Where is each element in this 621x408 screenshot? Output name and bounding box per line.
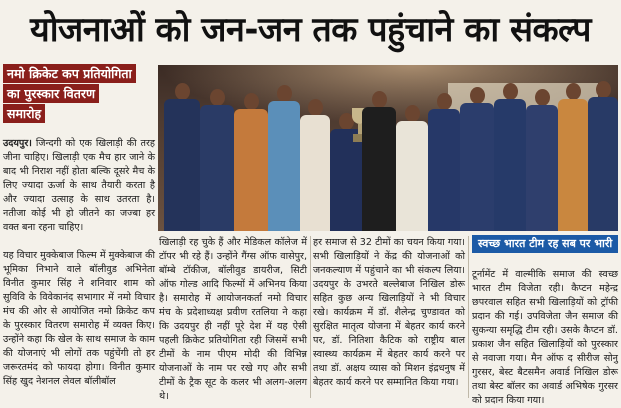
- photo-person: [588, 79, 618, 231]
- intro-text: जिन्दगी को एक खिलाड़ी की तरह जीना चाहिए। खिलाड़ी एक मैच हार जाने के बाद भी निराश नहीं होता बल्कि दूसरे मैच के लिए ज्यादा ऊर्जा के साथ तैयारी करता है और ज्यादा उत्साह के साथ उतरता है। नतीजा कोई भी हो जीतने का जज्बा हर वक्त बना रहना चाहिए।: [3, 138, 155, 233]
- column-divider: [468, 236, 469, 398]
- photo-person: [300, 97, 330, 231]
- photo-person: [396, 103, 428, 231]
- photo-person: [460, 85, 494, 231]
- article-column-1: यह विचार मुक्केबाज फिल्म में मुक्केबाज की भूमिका निभाने वाले बॉलीवुड अभिनेता विनीत कुमार सिंह ने शनिवार शाम को सुविवि के विवेकानंद सभागार में नमो विचार मंच की ओर से आयोजित नमो क्रिकेट कप के पुरस्कार वितरण समारोह में व्यक्त किए। उन्होंने कहा कि खेल के साथ समाज के काम की योजनाएं भी लोगों तक पहुंचेंगी तो हर जरूरतमंद को फायदा होगा। विनीत कुमार सिंह खुद नेशनल लेवल बॉलीबॉल: [3, 250, 155, 387]
- column-divider: [310, 236, 311, 398]
- photo-person: [200, 87, 234, 231]
- article-intro: [3, 137, 155, 235]
- photo-person: [234, 91, 268, 231]
- headline: योजनाओं को जन-जन तक पहुंचाने का संकल्प: [30, 10, 591, 50]
- photo-person: [428, 91, 460, 231]
- article-column-3: हर समाज से 32 टीमों का चयन किया गया। सभी खिलाड़ियों ने केंद्र की योजनाओं को जनकल्याण में पहुंचाने का भी संकल्प लिया। उदयपुर के उभरते बल्लेबाज निखिल डोरू सहित कुछ अन्य खिलाड़ियों ने भी विचार रखे। कार्यक्रम में डॉ. शैलेन्द्र चुण्डावत को सुरक्षित मातृत्व योजना में बेहतर कार्य करने पर, डॉ. नितिशा कैटिक को राष्ट्रीय बाल स्वास्थ्य कार्यक्रम में बेहतर कार्य करने पर तथा डॉ. अक्षय व्यास को मिशन इंद्रधनुष में बेहतर कार्य करने पर सम्मानित किया गया।: [313, 237, 465, 388]
- photo-person: [268, 83, 300, 231]
- photo-person: [362, 89, 396, 231]
- photo-person: [558, 81, 588, 231]
- article-column-2: खिलाड़ी रह चुके हैं और मेडिकल कॉलेज में टॉपर भी रहे हैं। उन्होंने गैंग्स ऑफ वासेपुर, बॉम्बे टॉकीज, बॉलीवुड डायरीज, सिटी ऑफ गोल्ड आदि फिल्मों में अभिनय किया है। समारोह में आयोजनकर्ता नमो विचार मंच के प्रदेशाध्यक्ष प्रवीण रतलिया ने कहा कि उदयपुर ही नहीं पूरे देश में यह ऐसी पहली क्रिकेट प्रतियोगिता रही जिसमें सभी टीमों के नाम पीएम मोदी की विभिन्न योजनाओं के नाम पर रखे गए और सभी टीमों के ट्रैक सूट के कलर भी अलग-अलग थे।: [159, 237, 307, 402]
- photo-person: [494, 81, 526, 231]
- event-photo: [158, 65, 618, 231]
- photo-person: [164, 81, 200, 231]
- photo-person: [526, 87, 558, 231]
- subhead: [3, 64, 153, 124]
- sidebar-box-text: टूर्नामेंट में वाल्मीकि समाज की स्वच्छ भारत टीम विजेता रही। कैप्टन महेन्द्र छपरवाल सहित सभी खिलाड़ियों को ट्रॉफी प्रदान की गई। उपविजेता जैन समाज की सुकन्या समृद्धि टीम रही। उसके कैप्टन डॉ. प्रकाश जैन सहित खिलाड़ियों को पुरस्कार से नवाजा गया। मैन ऑफ द सीरीज सोनु गुरसर, बेस्ट बैटसमैन अवार्ड निखिल डोरू तथा बेस्ट बॉलर का अवार्ड अभिषेक गुरसर को प्रदान किया गया।: [472, 269, 618, 406]
- dateline: उदयपुर।: [3, 138, 32, 149]
- subhead-line-3: समारोह: [3, 104, 45, 123]
- subhead-line-1: नमो क्रिकेट कप प्रतियोगिता: [3, 64, 136, 83]
- sidebar-box-title: स्वच्छ भारत टीम रह सब पर भारी: [472, 235, 618, 253]
- subhead-line-2: का पुरस्कार वितरण: [3, 84, 99, 103]
